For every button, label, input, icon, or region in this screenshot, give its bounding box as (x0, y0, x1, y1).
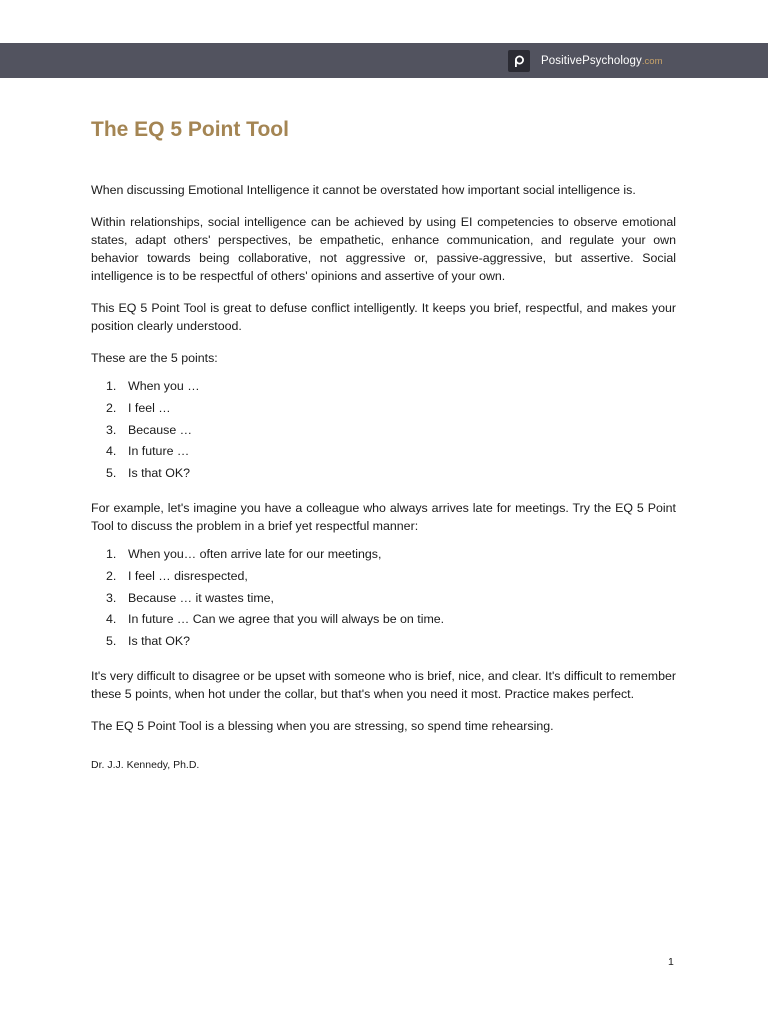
list-item-text: In future … Can we agree that you will always be on time. (128, 612, 445, 627)
list-item-number: 3. (106, 422, 117, 437)
list-item (91, 588, 676, 610)
author-signature: Dr. J.J. Kennedy, Ph.D. (91, 758, 200, 771)
list-item-number: 5. (106, 634, 117, 649)
list-item-number: 2. (106, 568, 117, 583)
header-bar (0, 43, 768, 78)
paragraph-intro-2: Within relationships, social intelligence can be achieved by using EI competencies to observe emotional states, adapt others' perspectives, be empathetic, enhance communication, and regulate your own behavior towards being collaborative, not aggressive or, passive-aggressive, but assertive. Social intelligence is to be respectful of others' opinions and assertive of your own. (91, 215, 676, 283)
positive-psychology-logo-icon (508, 50, 530, 72)
page-title: The EQ 5 Point Tool (91, 118, 289, 141)
paragraph-points-lead: These are the 5 points: (91, 351, 218, 365)
brand-tld: .com (641, 55, 663, 67)
list-item-text: When you… often arrive late for our meetings, (128, 546, 382, 561)
document-body (91, 116, 676, 771)
list-item (91, 631, 676, 653)
paragraph-intro-3: This EQ 5 Point Tool is great to defuse conflict intelligently. It keeps you brief, respectful, and makes your position clearly understood. (91, 301, 676, 333)
paragraph-example-intro: For example, let's imagine you have a colleague who always arrives late for meetings. Try the EQ 5 Point Tool to discuss the problem in a brief yet respectful manner: (91, 500, 676, 533)
list-item-number: 2. (106, 400, 117, 415)
list-item-number: 4. (106, 444, 117, 459)
list-item (91, 544, 676, 566)
list-item-number: 1. (106, 379, 117, 393)
list-item-text: I feel … (128, 400, 171, 415)
list-item-text: Because … (128, 422, 193, 437)
list-item-text: Is that OK? (128, 466, 190, 481)
paragraph-intro-1: When discussing Emotional Intelligence it cannot be overstated how important social intelligence is. (91, 183, 636, 197)
list-item-text: I feel … disrespected, (128, 568, 248, 583)
paragraph-closing-1: It's very difficult to disagree or be upset with someone who is brief, nice, and clear. It's difficult to remember these 5 points, when hot under the collar, but that's when you need it most. Practice makes perfect. (91, 668, 676, 701)
list-item-number: 4. (106, 612, 117, 627)
list-item-number: 3. (106, 590, 117, 605)
list-item (91, 441, 676, 463)
example-points-list (91, 544, 676, 653)
list-item-number: 5. (106, 466, 117, 481)
list-item (91, 398, 676, 420)
logo-p-glyph-icon (512, 54, 526, 68)
list-item (91, 609, 676, 631)
list-item (91, 376, 676, 398)
page-number: 1 (668, 956, 674, 968)
list-item-text: When you … (128, 379, 200, 393)
five-points-list (91, 376, 676, 485)
list-item-number: 1. (106, 546, 117, 561)
list-item (91, 463, 676, 485)
list-item (91, 566, 676, 588)
brand-logo-link[interactable] (508, 50, 662, 72)
list-item-text: Because … it wastes time, (128, 590, 274, 605)
paragraph-closing-2: The EQ 5 Point Tool is a blessing when you are stressing, so spend time rehearsing. (91, 718, 554, 733)
list-item-text: In future … (128, 444, 190, 459)
list-item (91, 420, 676, 442)
brand-name: PositivePsychology (541, 55, 642, 67)
list-item-text: Is that OK? (128, 634, 190, 649)
